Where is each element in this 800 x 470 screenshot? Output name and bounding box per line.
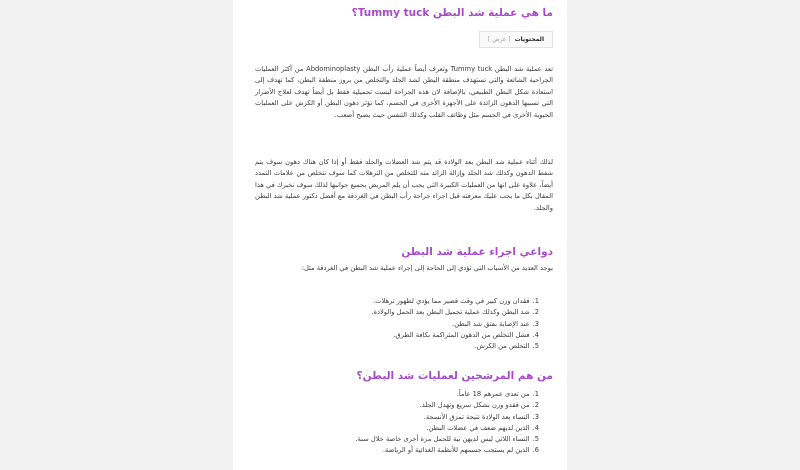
- list-item: [255, 412, 539, 423]
- list-item-number: 2.: [532, 308, 539, 317]
- list-item: [255, 445, 539, 456]
- list-item-number: 1.: [532, 390, 539, 398]
- list-item-text: النساء بعد الولادة نتيجة تمزق الأنسجة.: [423, 412, 530, 421]
- reasons-intro-paragraph: يوجد العديد من الأسباب التي تؤدي إلى الحاجة إلى إجراء عملية شد البطن في الغردقة مثل:: [301, 264, 553, 272]
- list-item-text: فقدان وزن كبير في وقت قصير مما يؤدي لظهور ترهلات.: [373, 297, 530, 305]
- list-item: [255, 307, 539, 318]
- heading-candidates: من هم المرشحين لعمليات شد البطن؟: [356, 370, 553, 382]
- list-item-number: 2.: [532, 401, 539, 410]
- list-item: [255, 319, 539, 330]
- list-item-number: 5.: [532, 342, 539, 351]
- list-item-text: التخلص من الكرش.: [474, 342, 530, 351]
- toc-toggle-link[interactable]: [ عرض ]: [487, 36, 511, 43]
- candidates-list: [255, 389, 553, 457]
- reasons-list: [255, 296, 553, 352]
- list-item: [255, 423, 539, 434]
- list-item: [255, 389, 539, 400]
- list-item: [255, 341, 539, 352]
- list-item: [255, 330, 539, 341]
- list-item-number: 3.: [532, 412, 539, 421]
- list-item: [255, 434, 539, 445]
- heading-reasons: دواعي اجراء عملية شد البطن: [401, 246, 553, 258]
- list-item-number: 5.: [532, 435, 539, 444]
- list-item-number: 6.: [532, 446, 539, 455]
- list-item-text: النساء اللاتي ليس لديهن نية للحمل مرة أخرى خاصة خلال سنة.: [355, 435, 530, 444]
- list-item: [255, 400, 539, 411]
- list-item: [255, 296, 539, 307]
- list-item-text: الذين لم يستجب جسمهم للأنظمة الغذائية أو الرياضة.: [382, 446, 530, 455]
- list-item-number: 4.: [532, 423, 539, 432]
- intro-paragraph: تعد عملية شد البطن Tummy tuck وتعرف أيضاً عملية رأب البطن Abdominoplasty من أكثر العمليات الجراحية الشائعة والتي تستهدف منطقة البطن لشد الجلد والتخلص من بروز منطقة البطن، كما تهدف إلى استعادة شكل البطن الطبيعي، بالإضافة لان هذه الجراحة ليست تجميلية فقط بل أيضاً تهدف لعلاج الأضرار التي تسببها الدهون الزائدة على الأجهزة الأخرى في الجسم، كما تؤثر دهون البطن أو الكرش على العمليات الحيوية الأخرى في الجسم مثل وظائف القلب وكذلك التنفس حيث يصبح أصعب.: [255, 65, 553, 119]
- list-item-text: الذين لديهم ضعف في عضلات البطن.: [426, 423, 530, 432]
- article-page: [233, 0, 567, 470]
- list-item-number: 3.: [532, 319, 539, 328]
- list-item-text: شد البطن وكذلك عملية تجميل البطن بعد الحمل والولادة.: [371, 308, 530, 317]
- list-item-text: فشل التخلص من الدهون المتراكمة بكافة الطرق.: [393, 330, 530, 339]
- list-item-number: 4.: [532, 330, 539, 339]
- toc-title: المحتويات: [514, 36, 544, 43]
- second-paragraph: لذلك أثناء عملية شد البطن بعد الولادة قد يتم شد العضلات والجلد فقط أو إذا كان هناك دهون سوف يتم شفط الدهون وكذلك شد الجلد وإزالة الزائد منه للتخلص من الترهلات كما سوف نتخلص من علامات التمدد أيضاً، علاوة على انها من العمليات الكبيرة التي يجب أن يلم المريض بجميع جوانبها لذلك سوف نخبرك في هذا المقال بكل ما يجب عليك معرفته قبل اجراء جراحة رأب البطن في الغردقة مع أفضل دكتور عملية شد البطن والجلد.: [255, 158, 553, 212]
- list-item-number: 1.: [532, 297, 539, 305]
- list-item-text: من تعدى عمرهم 18 عاماً.: [456, 390, 530, 398]
- list-item-text: من فقدو وزن بشكل سريع وتهدل الجلد.: [419, 401, 530, 410]
- list-item-text: عند الإصابة بفتق شد البطن.: [452, 319, 530, 328]
- article-heading-main: ما هي عملية شد البطن Tummy tuck؟: [351, 7, 553, 19]
- table-of-contents[interactable]: [479, 31, 553, 48]
